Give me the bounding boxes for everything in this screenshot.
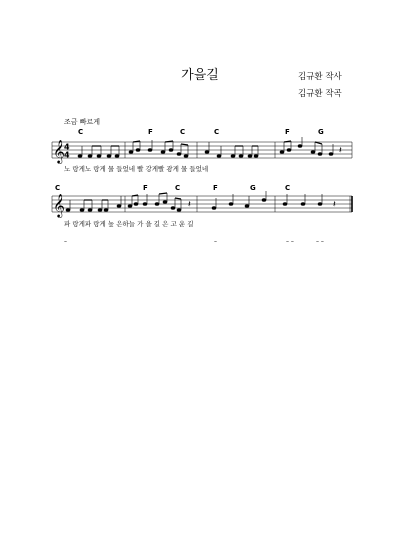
quarter-rest-icon: 𝄽 xyxy=(339,146,342,156)
quarter-rest-icon: 𝄽 xyxy=(188,200,191,210)
staff-system-1 xyxy=(52,128,352,164)
chord-symbol: C xyxy=(214,128,220,136)
quarter-rest-icon: 𝄽 xyxy=(333,200,336,210)
chord-symbol: C xyxy=(285,184,291,192)
measure-1 xyxy=(78,146,119,158)
chord-symbol: G xyxy=(250,184,256,192)
time-signature-top: 4 xyxy=(64,142,70,152)
measure-2 xyxy=(129,140,188,158)
chord-symbol: C xyxy=(55,184,61,192)
composer-credit: 김규환 작곡 xyxy=(298,89,342,99)
treble-clef-icon: 𝄞 xyxy=(53,139,65,163)
time-signature-bottom: 4 xyxy=(64,150,70,160)
treble-clef-icon: 𝄞 xyxy=(53,193,65,217)
song-title: 가을길 xyxy=(181,68,219,83)
measure-5 xyxy=(66,200,108,212)
chord-symbol: C xyxy=(180,128,186,136)
measure-4 xyxy=(280,137,342,156)
lyric-extender: – – xyxy=(316,238,324,245)
chord-symbol: C xyxy=(175,184,181,192)
lyric-extender: – xyxy=(214,238,217,245)
chord-symbol: C xyxy=(78,128,84,136)
chord-symbol: F xyxy=(213,184,218,192)
chord-symbol: G xyxy=(318,128,324,136)
chord-symbol: F xyxy=(285,128,290,136)
staff-system-2 xyxy=(52,184,352,218)
lyric-extender: – – xyxy=(286,238,294,245)
measure-8 xyxy=(283,194,336,210)
lyrics-line-2: 파 랑게파 랑게 높 은하늘 가 을 길 은 고 운 길 xyxy=(64,220,194,228)
tempo-marking: 조금 빠르게 xyxy=(64,118,101,126)
chord-symbol: F xyxy=(143,184,148,192)
lyricist-credit: 김규환 작사 xyxy=(298,72,342,82)
lyrics-line-1: 노 랑게노 랑게 물 들었네 빨 강게빨 광게 물 들었네 xyxy=(64,165,209,173)
lyric-extender: – xyxy=(64,238,67,245)
chord-symbol: F xyxy=(148,128,153,136)
